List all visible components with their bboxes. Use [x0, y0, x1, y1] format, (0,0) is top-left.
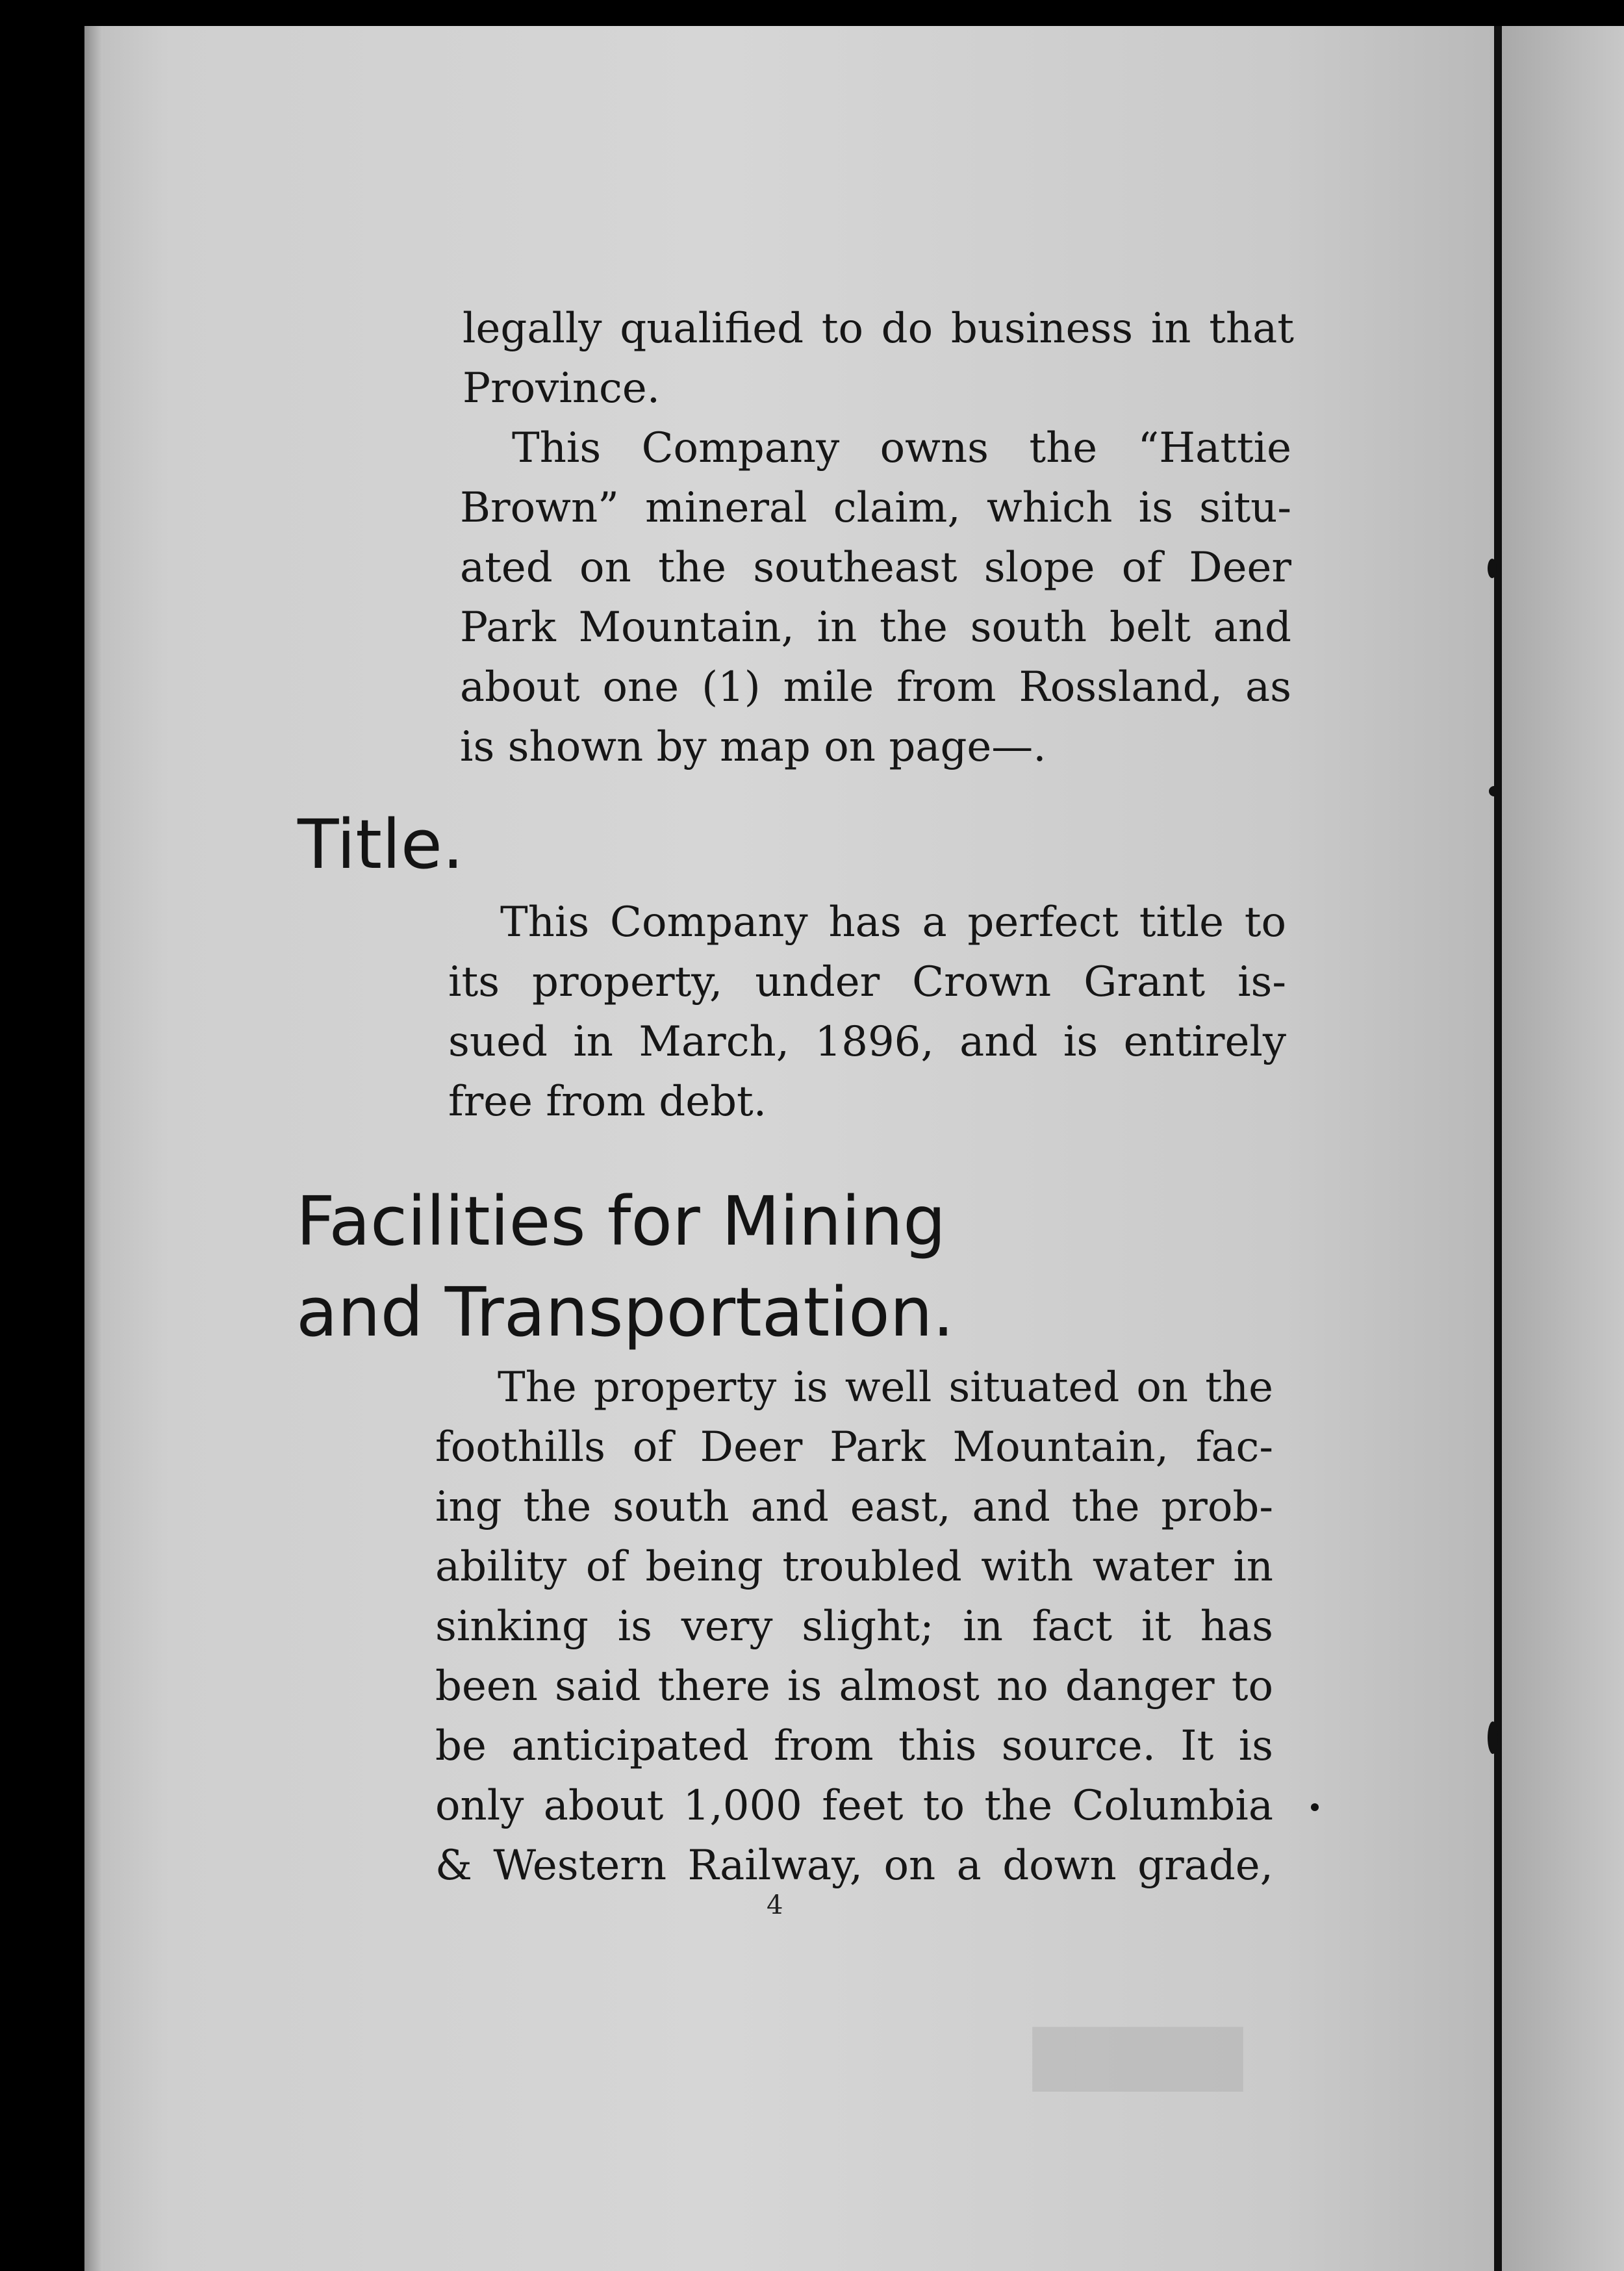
scan-speck — [1311, 1803, 1319, 1811]
left-binding-shadow — [84, 26, 103, 2271]
text-line: This Company has a perfect title to — [500, 898, 1286, 946]
text-line: This Company owns the “Hattie — [512, 424, 1291, 472]
scan-speck — [1488, 1721, 1498, 1754]
text-line: The property is well situated on the — [498, 1364, 1273, 1412]
paragraph-company-claim — [460, 418, 1291, 777]
text-line: Park Mountain, in the south belt and — [460, 603, 1291, 652]
page-gutter — [1494, 26, 1502, 2271]
scan-speck — [1488, 559, 1497, 578]
adjacent-page-edge — [1502, 26, 1624, 2271]
text-line: sued in March, 1896, and is entirely — [448, 1018, 1286, 1066]
text-line: legally qualified to do business in that — [463, 305, 1294, 353]
heading-line: and Transportation. — [296, 1273, 954, 1352]
heading-line: Facilities for Mining — [296, 1182, 946, 1261]
text-line: free from debt. — [448, 1078, 767, 1126]
text-line: be anticipated from this source. It is — [435, 1722, 1273, 1770]
text-line: & Western Railway, on a down grade, — [435, 1842, 1273, 1890]
show-through-shadow: █████ — [1033, 2027, 1243, 2091]
section-heading-title: Title. — [298, 805, 464, 884]
text-line: about one (1) mile from Rossland, as — [460, 663, 1291, 711]
text-line: Province. — [463, 364, 661, 412]
text-line: sinking is very slight; in fact it has — [435, 1603, 1273, 1651]
paragraph-continuation — [463, 299, 1294, 418]
text-line: foothills of Deer Park Mountain, fac- — [435, 1423, 1273, 1471]
text-line: been said there is almost no danger to — [435, 1662, 1273, 1710]
section-heading-facilities — [296, 1176, 954, 1358]
text-line: is shown by map on page—. — [460, 723, 1047, 771]
text-line: ated on the southeast slope of Deer — [460, 544, 1291, 592]
paragraph-facilities — [435, 1358, 1273, 1896]
text-line: its property, under Crown Grant is- — [448, 958, 1286, 1006]
text-line: ability of being troubled with water in — [435, 1543, 1273, 1591]
page-number: 4 — [767, 1890, 783, 1920]
text-line: ing the south and east, and the prob- — [435, 1483, 1273, 1531]
text-line: only about 1,000 feet to the Columbia — [435, 1782, 1273, 1830]
text-line: Brown” mineral claim, which is situ- — [460, 484, 1291, 532]
scan-speck — [1489, 786, 1499, 796]
paragraph-title — [448, 893, 1286, 1132]
